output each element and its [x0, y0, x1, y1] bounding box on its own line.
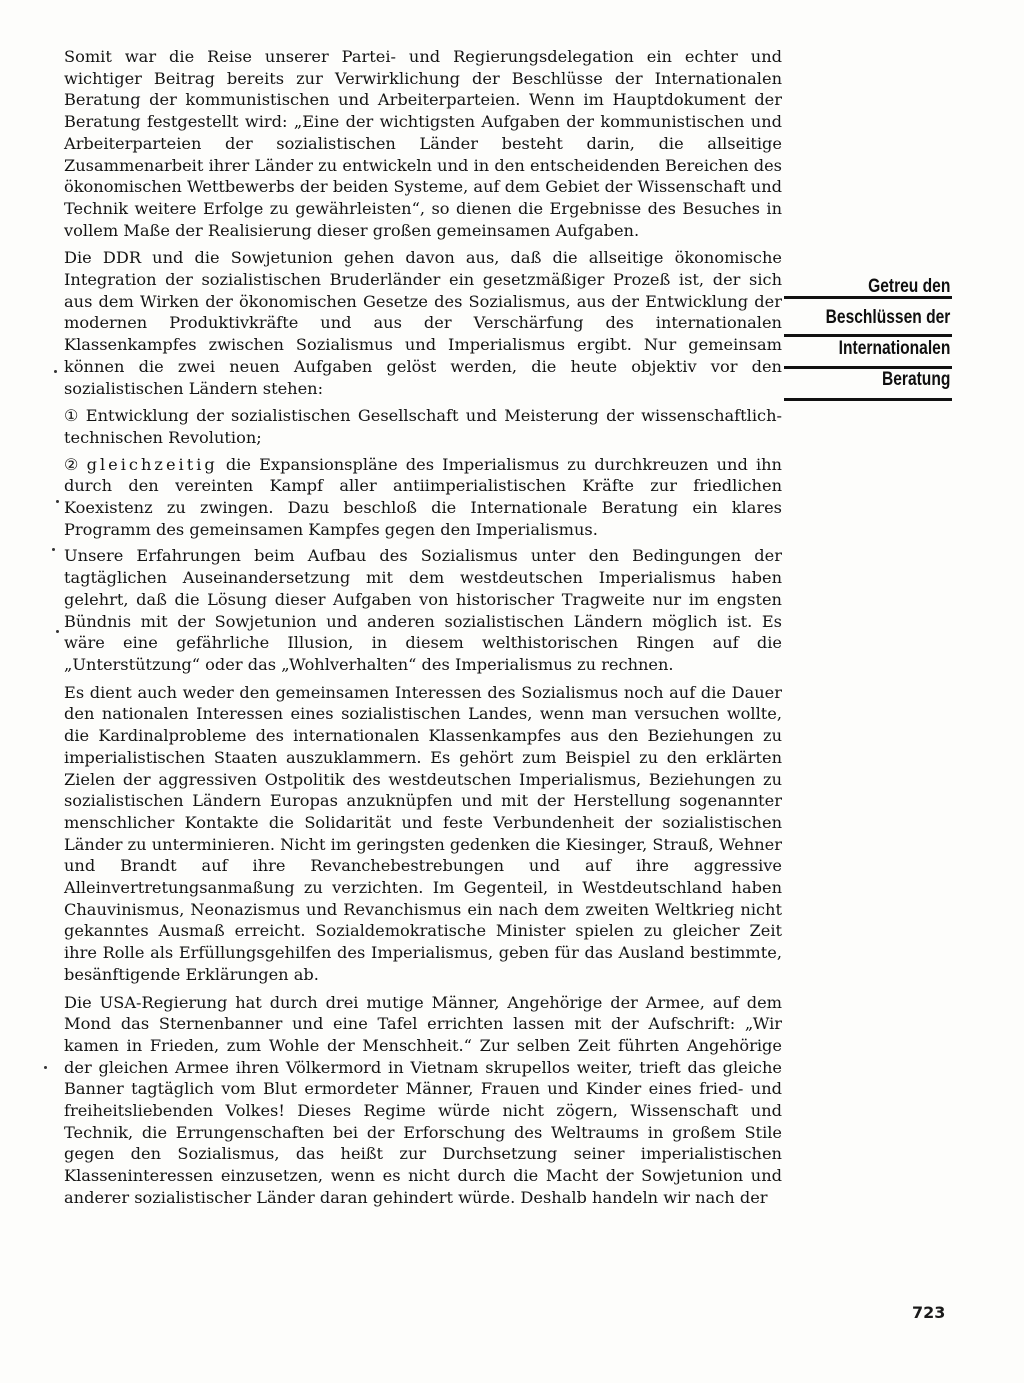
- point-2-text: die Expansionspläne des Imperialismus zu durchkreuzen und ihn durch den vereinten Kampf aller antiimperialistischen Kräfte zur friedlichen Koexistenz zu zwingen. Dazu beschloß die Internationale Beratung ein klares Programm des gemeinsamen Kampfes gegen den Imperialismus.: [64, 454, 782, 539]
- margin-mark: [52, 548, 55, 551]
- point-2-marker: ②: [64, 454, 79, 474]
- margin-heading-line-4: Beratung: [881, 369, 951, 390]
- margin-heading: [782, 272, 952, 396]
- main-text-column: [64, 46, 782, 1215]
- point-2-emphasis: gleichzeitig: [86, 454, 218, 474]
- margin-mark: [56, 500, 59, 503]
- margin-mark: [56, 630, 59, 633]
- paragraph-1: Somit war die Reise unserer Partei- und Regierungsdelegation ein echter und wichtiger Beitrag bereits zur Verwirklichung der Beschlüsse der Internationalen Beratung der kommunistischen und Arbeiterparteien. Wenn im Hauptdokument der Beratung festgestellt wird: „Eine der wichtigsten Aufgaben der kommunistischen und Arbeiterparteien der sozialistischen Länder besteht darin, die allseitige Zusammenarbeit ihrer Länder zu entwickeln und in den entscheidenden Bereichen des ökonomischen Wettbewerbs der beiden Systeme, auf dem Gebiet der Wissenschaft und Technik weitere Erfolge zu gewährleisten“, so dienen die Ergebnisse des Besuches in vollem Maße der Realisierung dieser großen gemeinsamen Aufgaben.: [64, 47, 782, 240]
- point-1-marker: ①: [64, 406, 79, 426]
- margin-heading-line-3: Internationalen: [838, 338, 951, 359]
- paragraph-4: Es dient auch weder den gemeinsamen Interessen des Sozialismus noch auf die Dauer den nationalen Interessen eines sozialistischen Landes, wenn man versuchen wollte, die Kardinalprobleme des internationalen Klassenkampfes aus den Beziehungen zu imperialistischen Staaten auszuklammern. Es gehört zum Beispiel zu den erklärten Zielen der aggressiven Ostpolitik des westdeutschen Imperialismus, Beziehungen zu sozialistischen Ländern Europas anzuknüpfen und mit der Herstellung sogenannter menschlicher Kontakte die Solidarität und feste Verbundenheit der sozialistischen Länder zu unterminieren. Nicht im geringsten gedenken die Kiesinger, Strauß, Wehner und Brandt auf ihre Revanchebestrebungen und auf ihre aggressive Alleinvertretungsanmaßung zu verzichten. Im Gegenteil, in Westdeutschland haben Chauvinismus, Neonazismus und Revanchismus ein nach dem zweiten Weltkrieg nicht gekanntes Ausmaß erreicht. Sozialdemokratische Minister spielen zu gleicher Zeit ihre Rolle als Erfüllungsgehilfen des Imperialismus, geben für das Ausland bestimmte, besänftigende Erklärungen ab.: [64, 682, 782, 984]
- numbered-point-2: [64, 454, 782, 541]
- margin-heading-line-2: Beschlüssen der: [825, 307, 951, 328]
- point-1-text: Entwicklung der sozialistischen Gesellschaft und Meisterung der wissenschaftlich-technischen Revolution;: [64, 406, 782, 447]
- paragraph-3: Unsere Erfahrungen beim Aufbau des Sozialismus unter den Bedingungen der tagtäglichen Auseinandersetzung mit dem westdeutschen Imperialismus haben gelehrt, daß die Lösung dieser Aufgaben von historischer Tragweite nur im engsten Bündnis mit der Sowjetunion und anderen sozialistischen Ländern möglich ist. Es wäre eine gefährliche Illusion, in diesem welthistorischen Ringen auf die „Unterstützung“ oder das „Wohlverhalten“ des Imperialismus zu rechnen.: [64, 546, 782, 674]
- margin-rule: [784, 398, 952, 401]
- page-number: 723: [912, 1303, 946, 1322]
- margin-mark: [54, 370, 57, 373]
- margin-heading-line-1: Getreu den: [868, 276, 951, 297]
- paragraph-5: Die USA-Regierung hat durch drei mutige Männer, Angehörige der Armee, auf dem Mond das Sternenbanner und eine Tafel errichten lassen mit der Aufschrift: „Wir kamen in Frieden, zum Wohle der Menschheit.“ Zur selben Zeit führten Angehörige der gleichen Armee ihren Völkermord in Vietnam skrupellos weiter, trieft das gleiche Banner tagtäglich vom Blut ermordeter Männer, Frauen und Kinder eines fried- und freiheitsliebenden Volkes! Dieses Regime würde nicht zögern, Wissenschaft und Technik, die Errungenschaften bei der Erforschung des Weltraums in großem Stile gegen den Sozialismus, das heißt zur Durchsetzung seiner imperialistischen Klasseninteressen einzusetzen, wenn es nicht durch die Macht der Sowjetunion und anderer sozialistischer Länder daran gehindert würde. Deshalb handeln wir nach der: [64, 992, 782, 1207]
- numbered-point-1: [64, 405, 782, 448]
- margin-mark: [44, 1066, 47, 1069]
- paragraph-2: Die DDR und die Sowjetunion gehen davon aus, daß die allseitige ökonomische Integration der sozialistischen Bruderländer ein gesetzmäßiger Prozeß ist, der sich aus dem Wirken der ökonomischen Gesetze des Sozialismus, aus der Entwicklung der modernen Produktivkräfte und aus der Verschärfung des internationalen Klassenkampfes zwischen Sozialismus und Imperialismus ergibt. Nur gemeinsam können die zwei neuen Aufgaben gelöst werden, die heute objektiv vor den sozialistischen Ländern stehen:: [64, 248, 782, 398]
